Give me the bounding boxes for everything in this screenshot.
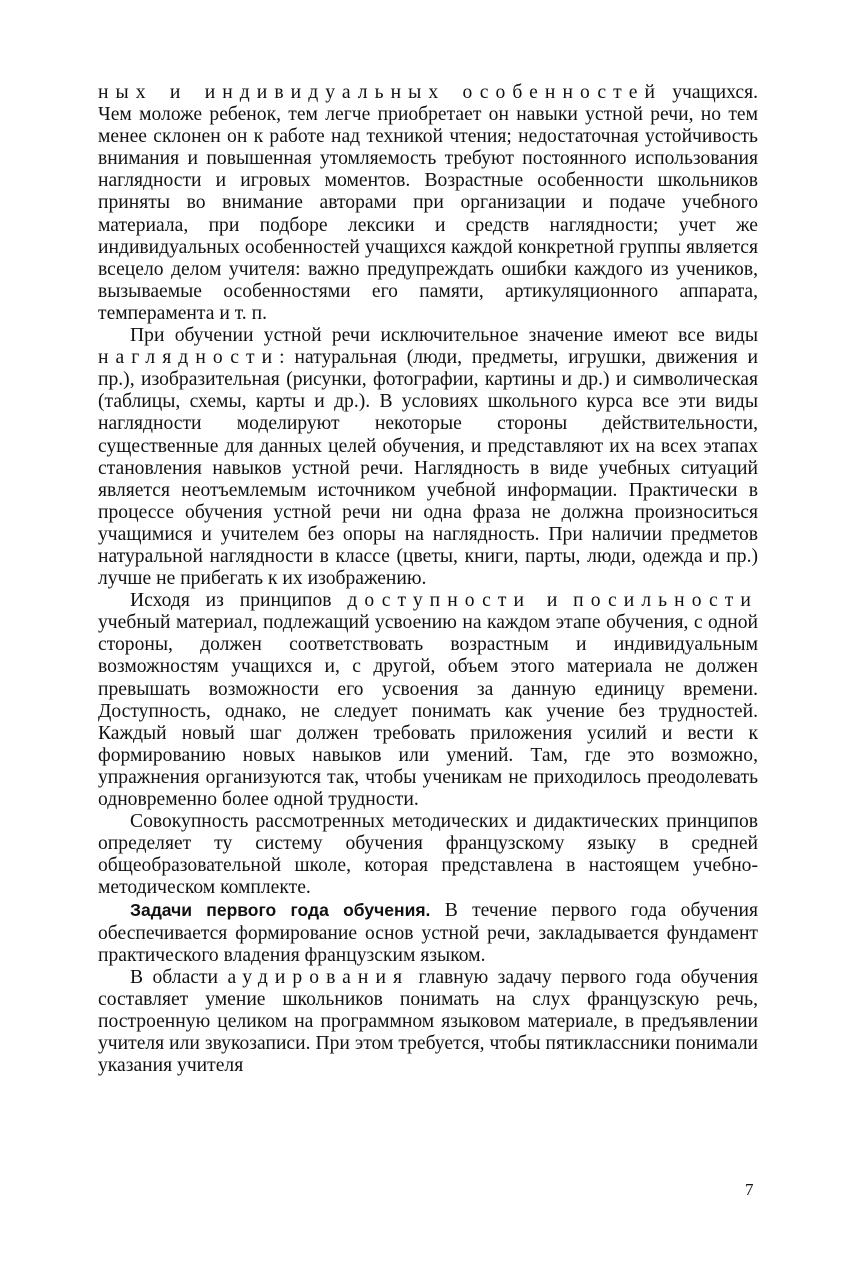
- paragraph-1-text: учащихся. Чем моложе ребенок, тем легче приобретает он навыки устной речи, но тем менее склонен он к работе над техникой чтения; недостаточная устойчивость внимания и повышенная утомляемость требуют постоянного использования наглядности и игровых моментов. Возрастные особенности школьников приняты во внимание авторами при организации и подаче учебного материала, при подборе лексики и средств наглядности; учет же индивидуальных особенностей учащихся каждой конкретной группы является всецело делом учителя: важно предупреждать ошибки каждого из учеников, вызываемые особенностями его памяти, артикуляционного аппарата, темперамента и т. п.: [98, 82, 758, 324]
- paragraph-1: [98, 82, 758, 325]
- paragraph-6-text-end: главную задачу первого года обучения составляет умение школьников понимать на слух французскую речь, построенную целиком на программном языковом материале, в предъявлении учителя или звукозаписи. При этом требуется, чтобы пятиклассники понимали указания учителя: [98, 966, 758, 1077]
- paragraph-3-text-middle: и: [531, 590, 574, 612]
- paragraph-6-text-start: В области: [130, 966, 228, 988]
- paragraph-5-text: В течение первого года обучения обеспечивается формирование основ устной речи, закладывается фундамент практического владения французским языком.: [98, 900, 759, 966]
- paragraph-5: [98, 899, 758, 966]
- paragraph-2-text-start: При обучении устной речи исключительное значение имеют все виды: [130, 325, 758, 347]
- paragraph-2-text-end: : натуральная (люди, предметы, игрушки, движения и пр.), изобразительная (рисунки, фотографии, картины и др.) и символическая (таблицы, схемы, карты и др.). В условиях школьного курса все эти виды наглядности моделируют некоторые стороны действительности, существенные для данных целей обучения, и представляют их на всех этапах становления навыков устной речи. Наглядность в виде учебных ситуаций является неотъемлемым источником учебной информации. Практически в процессе обучения устной речи ни одна фраза не должна произноситься учащимися и учителем без опоры на наглядность. При наличии предметов натуральной наглядности в классе (цветы, книги, парты, люди, одежда и пр.) лучше не прибегать к их изображению.: [98, 347, 758, 590]
- spaced-emphasis-individual-features: ных и индивидуальных особенностей: [98, 82, 663, 103]
- paragraph-6: [98, 967, 758, 1077]
- paragraph-2: [98, 325, 758, 590]
- page-body: [98, 82, 758, 1077]
- paragraph-4-text: Совокупность рассмотренных методических и дидактических принципов определяет ту систему обучения французскому языку в средней общеобразовательной школе, которая представлена в настоящем учебно-методическом комплекте.: [98, 811, 758, 899]
- spaced-emphasis-visuals: наглядности: [98, 347, 280, 369]
- paragraph-3-text-end: учебный материал, подлежащий усвоению на каждом этапе обучения, с одной стороны, должен соответствовать возрастным и индивидуальным возможностям учащихся и, с другой, объем этого материала не должен превышать возможности его усвоения за данную единицу времени. Доступность, однако, не следует понимать как учение без трудностей. Каждый новый шаг должен требовать приложения усилий и вести к формированию новых навыков или умений. Там, где это возможно, упражнения организуются так, чтобы ученикам не приходилось преодолевать одновременно более одной трудности.: [98, 612, 758, 810]
- spaced-emphasis-feasibility: посильности: [573, 590, 758, 612]
- section-heading-first-year-tasks: Задачи первого года обучения.: [130, 900, 431, 921]
- paragraph-3: [98, 590, 758, 811]
- spaced-emphasis-listening: аудирования: [227, 966, 410, 988]
- spaced-emphasis-accessibility: доступности: [347, 590, 532, 612]
- paragraph-4: [98, 811, 758, 899]
- page-number: 7: [745, 1180, 754, 1199]
- paragraph-3-text-start: Исходя из принципов: [130, 590, 348, 612]
